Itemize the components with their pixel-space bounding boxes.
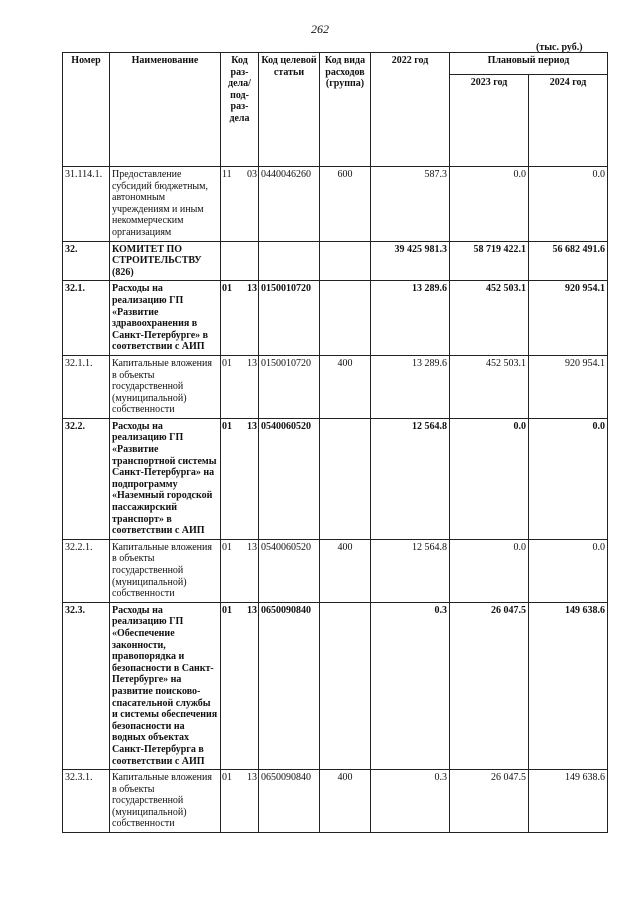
row-section-code: [221, 770, 259, 833]
row-target-code: 0440046260: [259, 167, 320, 242]
row-name: Предоставление субсидий бюджетным, автономным учреждениям и иным некоммерческим организациям: [110, 167, 221, 242]
table-row: [63, 770, 608, 833]
row-2024-value: 920 954.1: [529, 281, 608, 356]
row-number: 32.1.1.: [63, 355, 110, 418]
row-expense-type: [320, 602, 371, 769]
row-2022-value: 39 425 981.3: [371, 241, 450, 281]
row-2024-value: 920 954.1: [529, 355, 608, 418]
podrazdel-code: 13: [247, 604, 257, 616]
row-2024-value: 0.0: [529, 418, 608, 539]
col-2022-header: 2022 год: [371, 53, 450, 167]
table-row: [63, 418, 608, 539]
table-row: [63, 602, 608, 769]
row-section-code: [221, 167, 259, 242]
row-2023-value: 26 047.5: [450, 770, 529, 833]
row-section-code: [221, 602, 259, 769]
row-expense-type: [320, 418, 371, 539]
row-section-code: [221, 418, 259, 539]
podrazdel-code: 13: [247, 420, 257, 432]
row-target-code: 0150010720: [259, 355, 320, 418]
table-row: [63, 167, 608, 242]
row-2022-value: 12 564.8: [371, 539, 450, 602]
row-2023-value: 58 719 422.1: [450, 241, 529, 281]
row-2023-value: 0.0: [450, 418, 529, 539]
row-section-code: [221, 539, 259, 602]
podrazdel-code: 13: [247, 772, 257, 784]
col-2024-header: 2024 год: [529, 75, 608, 167]
podrazdel-code: 13: [247, 541, 257, 553]
row-2022-value: 0.3: [371, 770, 450, 833]
razdel-code: 01: [222, 541, 232, 553]
col-section-header: Код раз-дела/ под-раз-дела: [221, 53, 259, 167]
row-number: 32.2.1.: [63, 539, 110, 602]
row-number: 32.2.: [63, 418, 110, 539]
row-target-code: 0650090840: [259, 602, 320, 769]
table-body: [63, 167, 608, 833]
row-name: Расходы на реализацию ГП «Обеспечение законности, правопорядка и безопасности в Санкт-Петербурге» на развитие поисково-спасательной службы и системы обеспечения безопасности на водных объектах Санкт-Петербурга в соответствии с АИП: [110, 602, 221, 769]
row-2024-value: 0.0: [529, 167, 608, 242]
col-target-header: Код целевой статьи: [259, 53, 320, 167]
row-number: 32.3.1.: [63, 770, 110, 833]
row-number: 32.3.: [63, 602, 110, 769]
budget-table: [62, 52, 608, 833]
razdel-code: 01: [222, 772, 232, 784]
planned-period-header: Плановый период: [450, 53, 608, 75]
podrazdel-code: 03: [247, 169, 257, 180]
row-section-code: [221, 355, 259, 418]
row-2022-value: 0.3: [371, 602, 450, 769]
row-expense-type: 600: [320, 167, 371, 242]
row-name: Капитальные вложения в объекты государственной (муниципальной) собственности: [110, 770, 221, 833]
row-expense-type: 400: [320, 355, 371, 418]
row-2023-value: 26 047.5: [450, 602, 529, 769]
row-2024-value: 56 682 491.6: [529, 241, 608, 281]
table-row: [63, 355, 608, 418]
row-2023-value: 0.0: [450, 167, 529, 242]
row-name: Капитальные вложения в объекты государственной (муниципальной) собственности: [110, 539, 221, 602]
row-2023-value: 452 503.1: [450, 355, 529, 418]
row-2024-value: 149 638.6: [529, 602, 608, 769]
row-target-code: 0540060520: [259, 539, 320, 602]
row-target-code: 0150010720: [259, 281, 320, 356]
table-row: [63, 281, 608, 356]
razdel-code: 01: [222, 420, 232, 432]
podrazdel-code: 13: [247, 283, 257, 295]
row-target-code: 0540060520: [259, 418, 320, 539]
col-name-header: Наименование: [110, 53, 221, 167]
row-target-code: [259, 241, 320, 281]
header-row: [63, 53, 608, 75]
row-expense-type: 400: [320, 539, 371, 602]
row-name: КОМИТЕТ ПО СТРОИТЕЛЬСТВУ (826): [110, 241, 221, 281]
row-section-code: [221, 281, 259, 356]
row-number: 31.114.1.: [63, 167, 110, 242]
row-name: Капитальные вложения в объекты государственной (муниципальной) собственности: [110, 355, 221, 418]
row-expense-type: [320, 281, 371, 356]
podrazdel-code: 13: [247, 357, 257, 369]
table-row: [63, 539, 608, 602]
row-expense-type: [320, 241, 371, 281]
table-row: [63, 241, 608, 281]
razdel-code: 01: [222, 357, 232, 369]
row-2022-value: 587.3: [371, 167, 450, 242]
row-name: Расходы на реализацию ГП «Развитие транспортной системы Санкт-Петербурга» на подпрограмму «Наземный городской пассажирский транспорт» в соответствии с АИП: [110, 418, 221, 539]
row-2022-value: 13 289.6: [371, 281, 450, 356]
razdel-code: 01: [222, 604, 232, 616]
row-name: Расходы на реализацию ГП «Развитие здравоохранения в Санкт-Петербурге» в соответствии с АИП: [110, 281, 221, 356]
row-2022-value: 12 564.8: [371, 418, 450, 539]
row-number: 32.: [63, 241, 110, 281]
razdel-code: 11: [222, 169, 232, 180]
row-expense-type: 400: [320, 770, 371, 833]
col-2023-header: 2023 год: [450, 75, 529, 167]
row-2024-value: 149 638.6: [529, 770, 608, 833]
row-target-code: 0650090840: [259, 770, 320, 833]
col-expense-type-header: Код вида расходов (группа): [320, 53, 371, 167]
row-2022-value: 13 289.6: [371, 355, 450, 418]
razdel-code: 01: [222, 283, 232, 295]
row-2024-value: 0.0: [529, 539, 608, 602]
units-label: (тыс. руб.): [536, 42, 583, 53]
row-number: 32.1.: [63, 281, 110, 356]
row-2023-value: 0.0: [450, 539, 529, 602]
row-2023-value: 452 503.1: [450, 281, 529, 356]
row-section-code: [221, 241, 259, 281]
page-number: 262: [311, 22, 329, 36]
col-number-header: Номер: [63, 53, 110, 167]
